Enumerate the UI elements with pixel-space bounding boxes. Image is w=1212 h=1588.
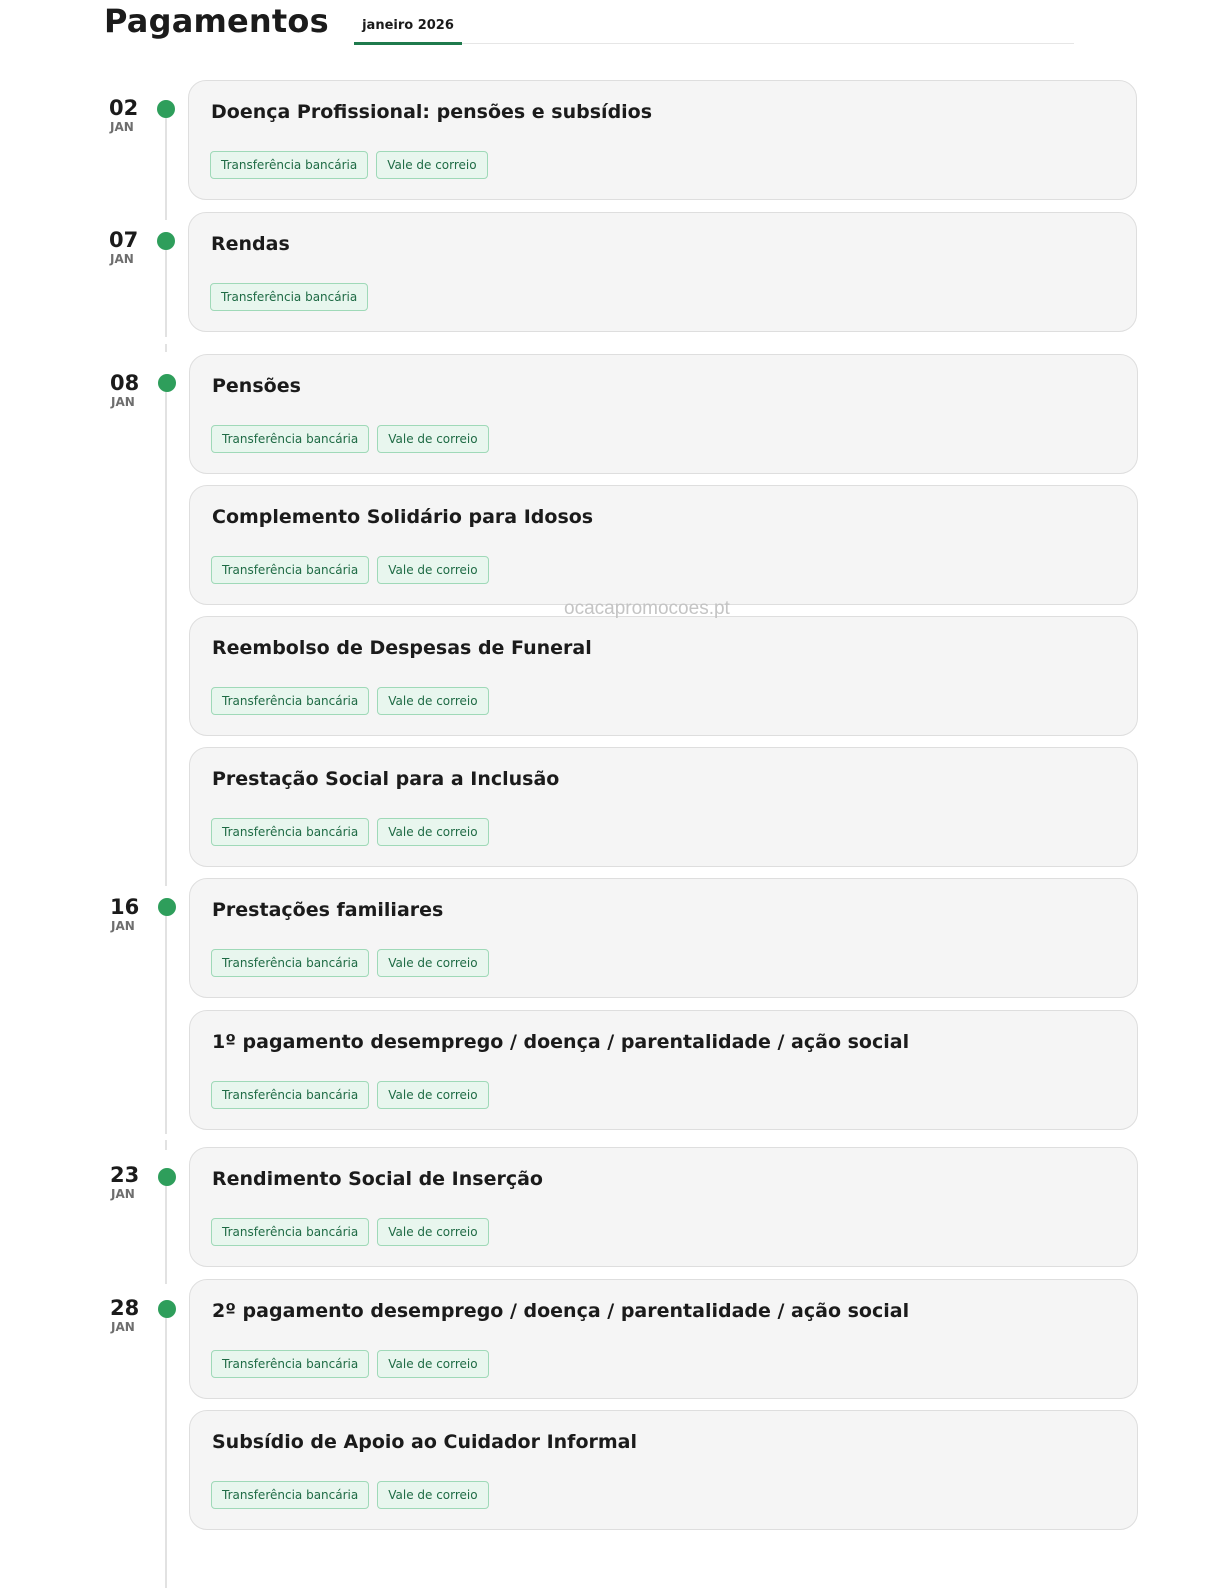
timeline-line: [165, 916, 167, 1134]
timeline-line: [165, 1318, 167, 1588]
tag-postal-order[interactable]: Vale de correio: [377, 1081, 488, 1109]
payment-card[interactable]: [189, 354, 1138, 474]
payment-method-tags: [211, 1481, 489, 1509]
tag-bank-transfer[interactable]: Transferência bancária: [211, 1081, 369, 1109]
date-label: [109, 228, 153, 266]
date-month: JAN: [110, 252, 134, 266]
timeline-dot: [158, 1168, 176, 1186]
payment-title: 1º pagamento desemprego / doença / parentalidade / ação social: [212, 1031, 910, 1053]
payment-method-tags: [210, 151, 488, 179]
payment-card[interactable]: [188, 212, 1137, 332]
date-label: [110, 1296, 154, 1334]
payment-title: Doença Profissional: pensões e subsídios: [211, 101, 653, 123]
tag-postal-order[interactable]: Vale de correio: [376, 151, 487, 179]
payment-card[interactable]: [189, 616, 1138, 736]
payment-card[interactable]: [188, 80, 1137, 200]
timeline-line: [165, 250, 167, 337]
payment-method-tags: [211, 1218, 489, 1246]
tag-bank-transfer[interactable]: Transferência bancária: [210, 151, 368, 179]
date-month: JAN: [111, 919, 135, 933]
watermark-text: ocacapromocoes.pt: [564, 598, 730, 619]
payment-method-tags: [211, 1081, 489, 1109]
payment-title: Subsídio de Apoio ao Cuidador Informal: [212, 1431, 638, 1453]
payment-title: 2º pagamento desemprego / doença / parentalidade / ação social: [212, 1300, 910, 1322]
tag-bank-transfer[interactable]: Transferência bancária: [211, 1218, 369, 1246]
payment-title: Prestações familiares: [212, 899, 444, 921]
payment-method-tags: [211, 556, 489, 584]
date-label: [110, 371, 154, 409]
tag-bank-transfer[interactable]: Transferência bancária: [210, 283, 368, 311]
payment-title: Rendas: [211, 233, 290, 255]
date-month: JAN: [111, 1187, 135, 1201]
date-month: JAN: [111, 395, 135, 409]
timeline-line: [165, 1186, 167, 1284]
timeline-dot: [157, 232, 175, 250]
date-day: 08: [110, 371, 140, 395]
date-label: [110, 1163, 154, 1201]
date-month: JAN: [111, 1320, 135, 1334]
payment-card[interactable]: [189, 878, 1138, 998]
payment-card[interactable]: [189, 1410, 1138, 1530]
tag-postal-order[interactable]: Vale de correio: [377, 1481, 488, 1509]
date-day: 07: [109, 228, 139, 252]
payment-method-tags: [211, 949, 489, 977]
date-day: 16: [110, 895, 140, 919]
tag-postal-order[interactable]: Vale de correio: [377, 1350, 488, 1378]
payment-card[interactable]: [189, 747, 1138, 867]
tab-month-current[interactable]: janeiro 2026: [354, 18, 462, 45]
tag-postal-order[interactable]: Vale de correio: [377, 556, 488, 584]
payment-method-tags: [211, 425, 489, 453]
tag-bank-transfer[interactable]: Transferência bancária: [211, 818, 369, 846]
payment-title: Reembolso de Despesas de Funeral: [212, 637, 592, 659]
timeline-dot: [158, 374, 176, 392]
payment-title: Complemento Solidário para Idosos: [212, 506, 594, 528]
payment-card[interactable]: [189, 1147, 1138, 1267]
tag-bank-transfer[interactable]: Transferência bancária: [211, 1350, 369, 1378]
timeline-line: [165, 1140, 167, 1150]
tag-postal-order[interactable]: Vale de correio: [377, 818, 488, 846]
date-day: 02: [109, 96, 139, 120]
payment-card[interactable]: [189, 485, 1138, 605]
date-label: [110, 895, 154, 933]
payment-title: Pensões: [212, 375, 301, 397]
payment-method-tags: [211, 818, 489, 846]
timeline-dot: [158, 898, 176, 916]
date-day: 28: [110, 1296, 140, 1320]
tag-bank-transfer[interactable]: Transferência bancária: [211, 687, 369, 715]
page-title: Pagamentos: [104, 2, 329, 40]
timeline-line: [165, 392, 167, 886]
payment-card[interactable]: [189, 1279, 1138, 1399]
tag-postal-order[interactable]: Vale de correio: [377, 687, 488, 715]
tag-bank-transfer[interactable]: Transferência bancária: [211, 556, 369, 584]
timeline-line: [165, 344, 167, 352]
tag-bank-transfer[interactable]: Transferência bancária: [211, 425, 369, 453]
tag-postal-order[interactable]: Vale de correio: [377, 425, 488, 453]
tag-bank-transfer[interactable]: Transferência bancária: [211, 949, 369, 977]
payment-card[interactable]: [189, 1010, 1138, 1130]
timeline-dot: [157, 100, 175, 118]
tag-postal-order[interactable]: Vale de correio: [377, 949, 488, 977]
tag-postal-order[interactable]: Vale de correio: [377, 1218, 488, 1246]
payment-title: Prestação Social para a Inclusão: [212, 768, 560, 790]
payment-title: Rendimento Social de Inserção: [212, 1168, 543, 1190]
tag-bank-transfer[interactable]: Transferência bancária: [211, 1481, 369, 1509]
date-month: JAN: [110, 120, 134, 134]
date-day: 23: [110, 1163, 140, 1187]
payment-method-tags: [210, 283, 368, 311]
date-label: [109, 96, 153, 134]
timeline-dot: [158, 1300, 176, 1318]
payment-method-tags: [211, 687, 489, 715]
timeline-line: [165, 118, 167, 220]
payment-method-tags: [211, 1350, 489, 1378]
